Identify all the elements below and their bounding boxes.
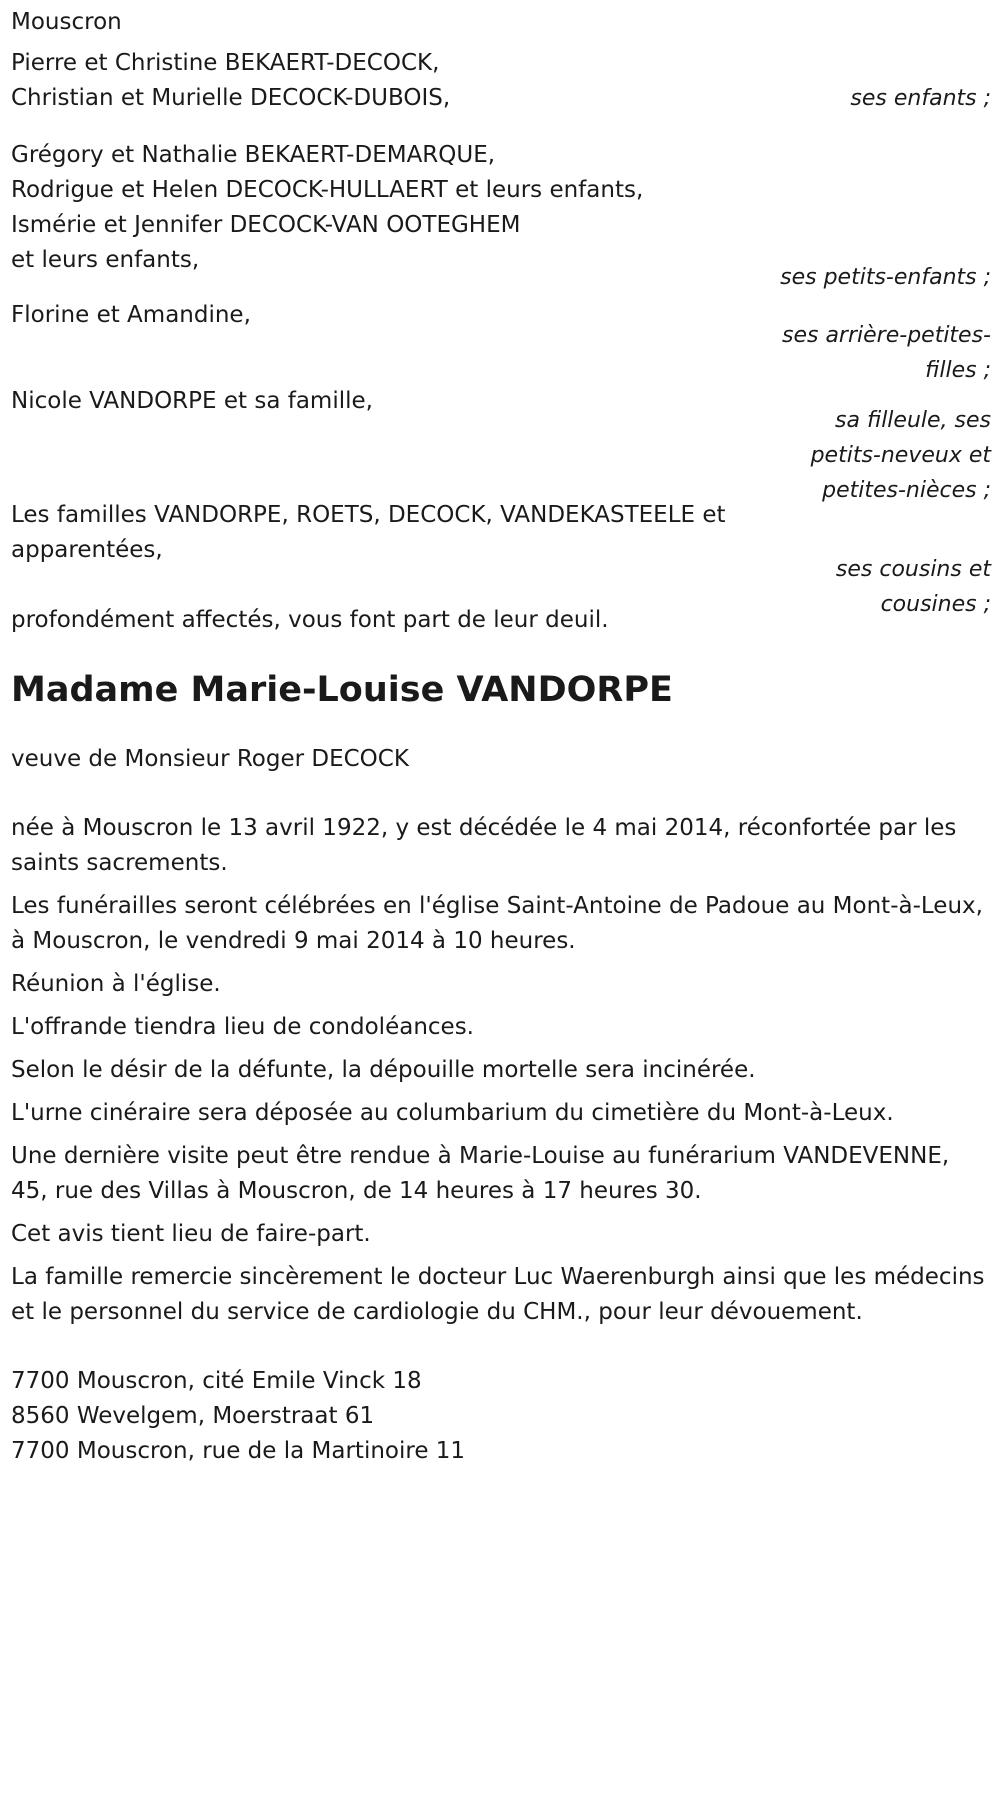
widow-of: veuve de Monsieur Roger DECOCK bbox=[11, 746, 409, 772]
family-line: Florine et Amandine, bbox=[11, 302, 251, 328]
family-group-cousins bbox=[11, 498, 991, 617]
obituary-notice bbox=[11, 5, 991, 1469]
deceased-name: Madame Marie-Louise VANDORPE bbox=[11, 670, 673, 710]
family-line: Pierre et Christine BEKAERT-DECOCK, bbox=[11, 50, 440, 76]
address-line: 7700 Mouscron, cité Emile Vinck 18 bbox=[11, 1368, 422, 1394]
family-line: Les familles VANDORPE, ROETS, DECOCK, VANDEKASTEELE et bbox=[11, 502, 726, 528]
relation-label: ses cousins et cousines ; bbox=[835, 557, 991, 617]
notice-paragraph: Cet avis tient lieu de faire-part. bbox=[11, 1221, 371, 1247]
family-group-children bbox=[11, 46, 991, 151]
closing-family-line: profondément affectés, vous font part de leur deuil. bbox=[11, 607, 609, 633]
offering-paragraph: L'offrande tiendra lieu de condoléances. bbox=[11, 1014, 474, 1040]
meeting-paragraph: Réunion à l'église. bbox=[11, 971, 221, 997]
relation-label: sa filleule, ses petits-neveux et petites-nièces ; bbox=[810, 408, 991, 503]
address-line: 7700 Mouscron, rue de la Martinoire 11 bbox=[11, 1438, 466, 1464]
family-group-great-grandchildren bbox=[11, 298, 991, 386]
urn-paragraph: L'urne cinéraire sera déposée au columbarium du cimetière du Mont-à-Leux. bbox=[11, 1100, 894, 1126]
address-line: 8560 Wevelgem, Moerstraat 61 bbox=[11, 1403, 375, 1429]
birth-death-paragraph: née à Mouscron le 13 avril 1922, y est décédée le 4 mai 2014, réconfortée par les saints sacrements. bbox=[11, 815, 957, 876]
relation-label: ses petits-enfants ; bbox=[780, 265, 991, 290]
city-heading: Mouscron bbox=[11, 9, 122, 35]
visit-paragraph: Une dernière visite peut être rendue à Marie-Louise au funérarium VANDEVENNE, 45, rue des Villas à Mouscron, de 14 heures à 17 heures 30. bbox=[11, 1143, 950, 1204]
relation-label: ses enfants ; bbox=[850, 86, 991, 111]
family-line: apparentées, bbox=[11, 537, 163, 563]
relation-label: ses arrière-petites- filles ; bbox=[782, 323, 991, 383]
family-line: et leurs enfants, bbox=[11, 247, 200, 273]
family-group-goddaughter bbox=[11, 384, 991, 503]
funeral-paragraph: Les funérailles seront célébrées en l'église Saint-Antoine de Padoue au Mont-à-Leux, à Mouscron, le vendredi 9 mai 2014 à 10 heures. bbox=[11, 893, 983, 954]
family-line: Ismérie et Jennifer DECOCK-VAN OOTEGHEM bbox=[11, 212, 521, 238]
family-line: Grégory et Nathalie BEKAERT-DEMARQUE, bbox=[11, 142, 496, 168]
cremation-paragraph: Selon le désir de la défunte, la dépouille mortelle sera incinérée. bbox=[11, 1057, 756, 1083]
family-line: Christian et Murielle DECOCK-DUBOIS, bbox=[11, 85, 451, 111]
thanks-paragraph: La famille remercie sincèrement le docteur Luc Waerenburgh ainsi que les médecins et le personnel du service de cardiologie du CHM., pour leur dévouement. bbox=[11, 1264, 985, 1325]
family-line: Rodrigue et Helen DECOCK-HULLAERT et leurs enfants, bbox=[11, 177, 644, 203]
family-line: Nicole VANDORPE et sa famille, bbox=[11, 388, 373, 414]
family-group-grandchildren bbox=[11, 138, 991, 298]
